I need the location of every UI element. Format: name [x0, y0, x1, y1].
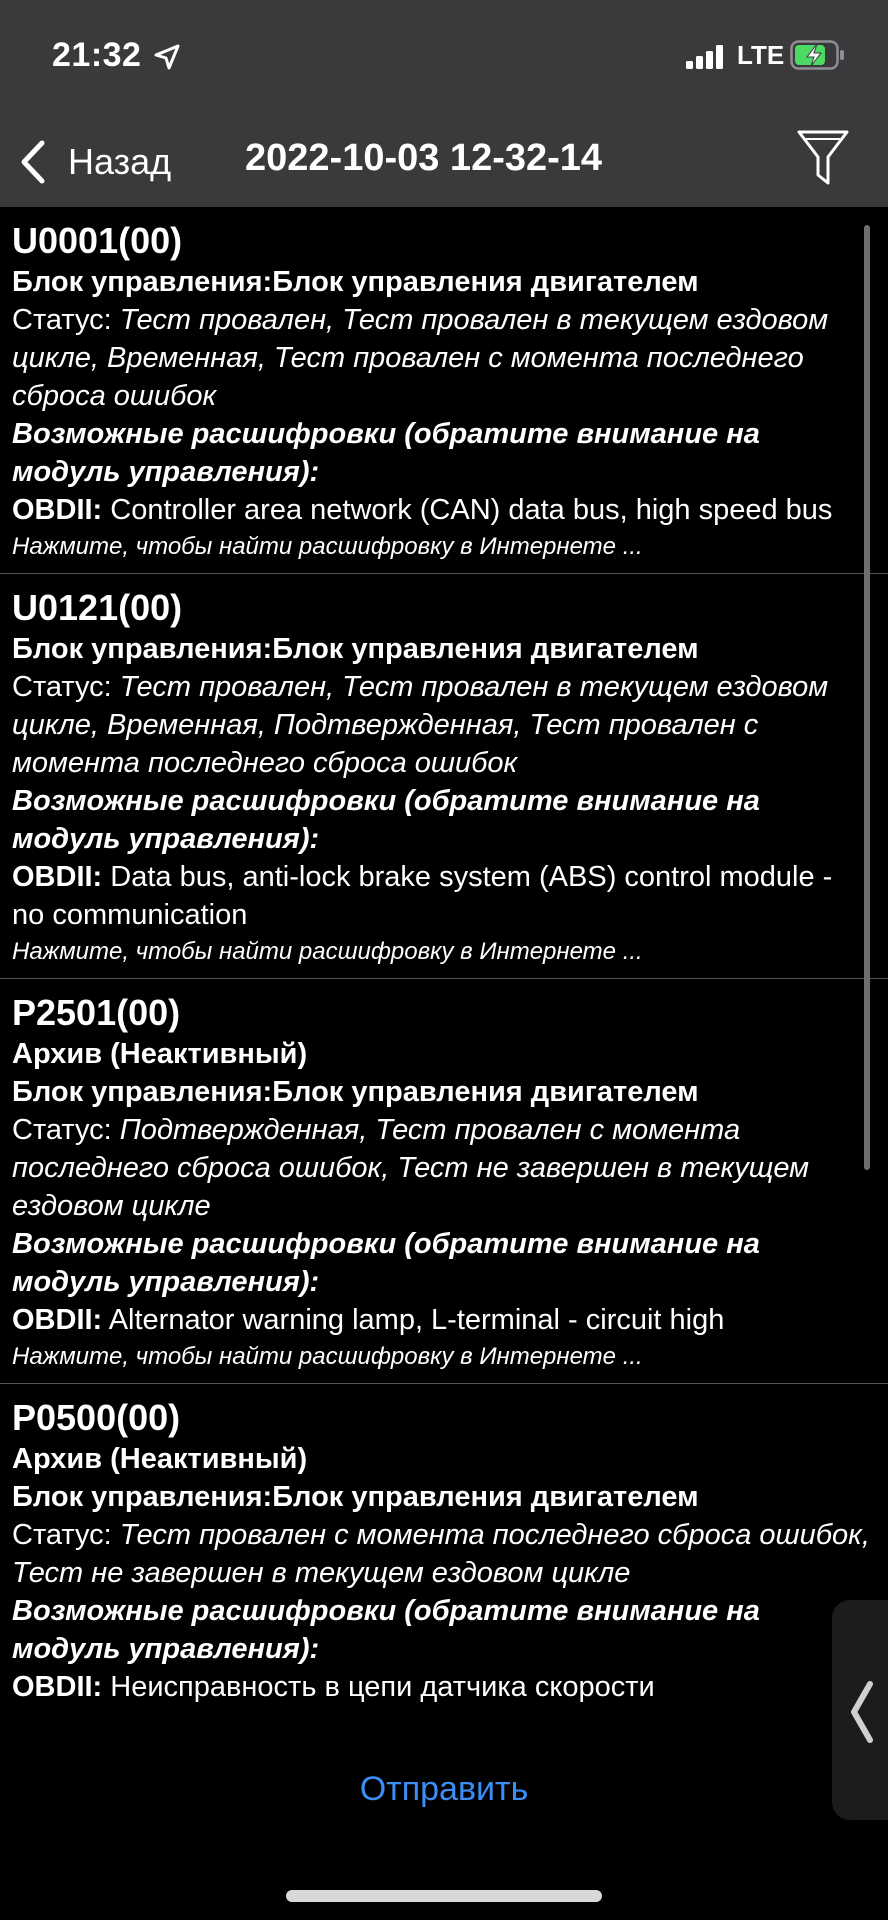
status-value: Тест провален с момента последнего сброса ошибок, Тест не завершен в текущем ездовом цикле	[12, 1519, 870, 1589]
status-bar	[0, 0, 888, 115]
home-indicator	[286, 1890, 602, 1902]
obd-line	[12, 1668, 870, 1706]
obd-value: Неисправность в цепи датчика скорости	[110, 1671, 655, 1703]
obd-line	[12, 1301, 870, 1339]
decodes-heading: Возможные расшифровки (обратите внимание на модуль управления):	[12, 785, 760, 855]
network-type: LTE	[737, 40, 785, 70]
chevron-left-icon	[18, 139, 46, 185]
obd-value: Controller area network (CAN) data bus, high speed bus	[110, 494, 833, 526]
control-unit: Блок управления:Блок управления двигателем	[12, 1076, 699, 1108]
send-button[interactable]: Отправить	[359, 1770, 529, 1808]
scrollbar[interactable]	[864, 225, 870, 1170]
status-line	[12, 668, 870, 782]
control-unit: Блок управления:Блок управления двигателем	[12, 266, 699, 298]
obd-label: OBDII:	[12, 494, 103, 526]
list-item[interactable]	[0, 574, 888, 979]
obd-label: OBDII:	[12, 1304, 103, 1336]
list-item[interactable]	[0, 207, 888, 574]
decodes-heading: Возможные расшифровки (обратите внимание на модуль управления):	[12, 418, 760, 488]
obd-label: OBDII:	[12, 861, 103, 893]
back-label: Назад	[68, 141, 172, 182]
status-line	[12, 301, 870, 415]
status-value: Подтвержденная, Тест провален с момента последнего сброса ошибок, Тест не завершен в текущем ездовом цикле	[12, 1114, 810, 1222]
navigation-bar	[0, 115, 888, 207]
error-code: P0500(00)	[12, 1397, 181, 1438]
search-hint-link[interactable]: Нажмите, чтобы найти расшифровку в Интернете ...	[12, 533, 643, 560]
status-label: Статус:	[12, 671, 112, 703]
archive-label: Архив (Неактивный)	[12, 1443, 308, 1475]
decodes-heading: Возможные расшифровки (обратите внимание на модуль управления):	[12, 1595, 760, 1665]
status-line	[12, 1111, 870, 1225]
battery-charging-icon	[790, 40, 846, 70]
obd-value: Alternator warning lamp, L-terminal - circuit high	[108, 1304, 725, 1336]
error-code: U0001(00)	[12, 220, 183, 261]
control-unit: Блок управления:Блок управления двигателем	[12, 1481, 699, 1513]
signal-bars-icon	[686, 44, 726, 70]
location-arrow-icon	[154, 44, 180, 70]
error-code: P2501(00)	[12, 992, 181, 1033]
status-line	[12, 1516, 870, 1592]
search-hint-link[interactable]: Нажмите, чтобы найти расшифровку в Интернете ...	[12, 938, 643, 965]
status-value: Тест провален, Тест провален в текущем ездовом цикле, Временная, Тест провален с момента последнего сброса ошибок	[12, 304, 829, 412]
control-unit: Блок управления:Блок управления двигателем	[12, 633, 699, 665]
page-title: 2022-10-03 12-32-14	[245, 137, 603, 179]
status-label: Статус:	[12, 304, 112, 336]
search-hint-link[interactable]: Нажмите, чтобы найти расшифровку в Интернете ...	[12, 1343, 643, 1370]
obd-value: Data bus, anti-lock brake system (ABS) control module - no communication	[12, 861, 833, 931]
list-item[interactable]	[0, 1384, 888, 1714]
obd-line	[12, 491, 870, 529]
error-code: U0121(00)	[12, 587, 183, 628]
funnel-filter-icon[interactable]	[796, 127, 850, 189]
chevron-left-icon	[848, 1680, 876, 1744]
decodes-heading: Возможные расшифровки (обратите внимание на модуль управления):	[12, 1228, 760, 1298]
status-value: Тест провален, Тест провален в текущем ездовом цикле, Временная, Подтвержденная, Тест провален с момента последнего сброса ошибок	[12, 671, 829, 779]
list-item[interactable]	[0, 979, 888, 1384]
status-time: 21:32	[52, 36, 142, 74]
status-label: Статус:	[12, 1114, 112, 1146]
archive-label: Архив (Неактивный)	[12, 1038, 308, 1070]
error-code-list[interactable]	[0, 207, 888, 1727]
obd-line	[12, 858, 870, 934]
obd-label: OBDII:	[12, 1671, 103, 1703]
back-button[interactable]	[18, 135, 171, 189]
status-label: Статус:	[12, 1519, 112, 1551]
